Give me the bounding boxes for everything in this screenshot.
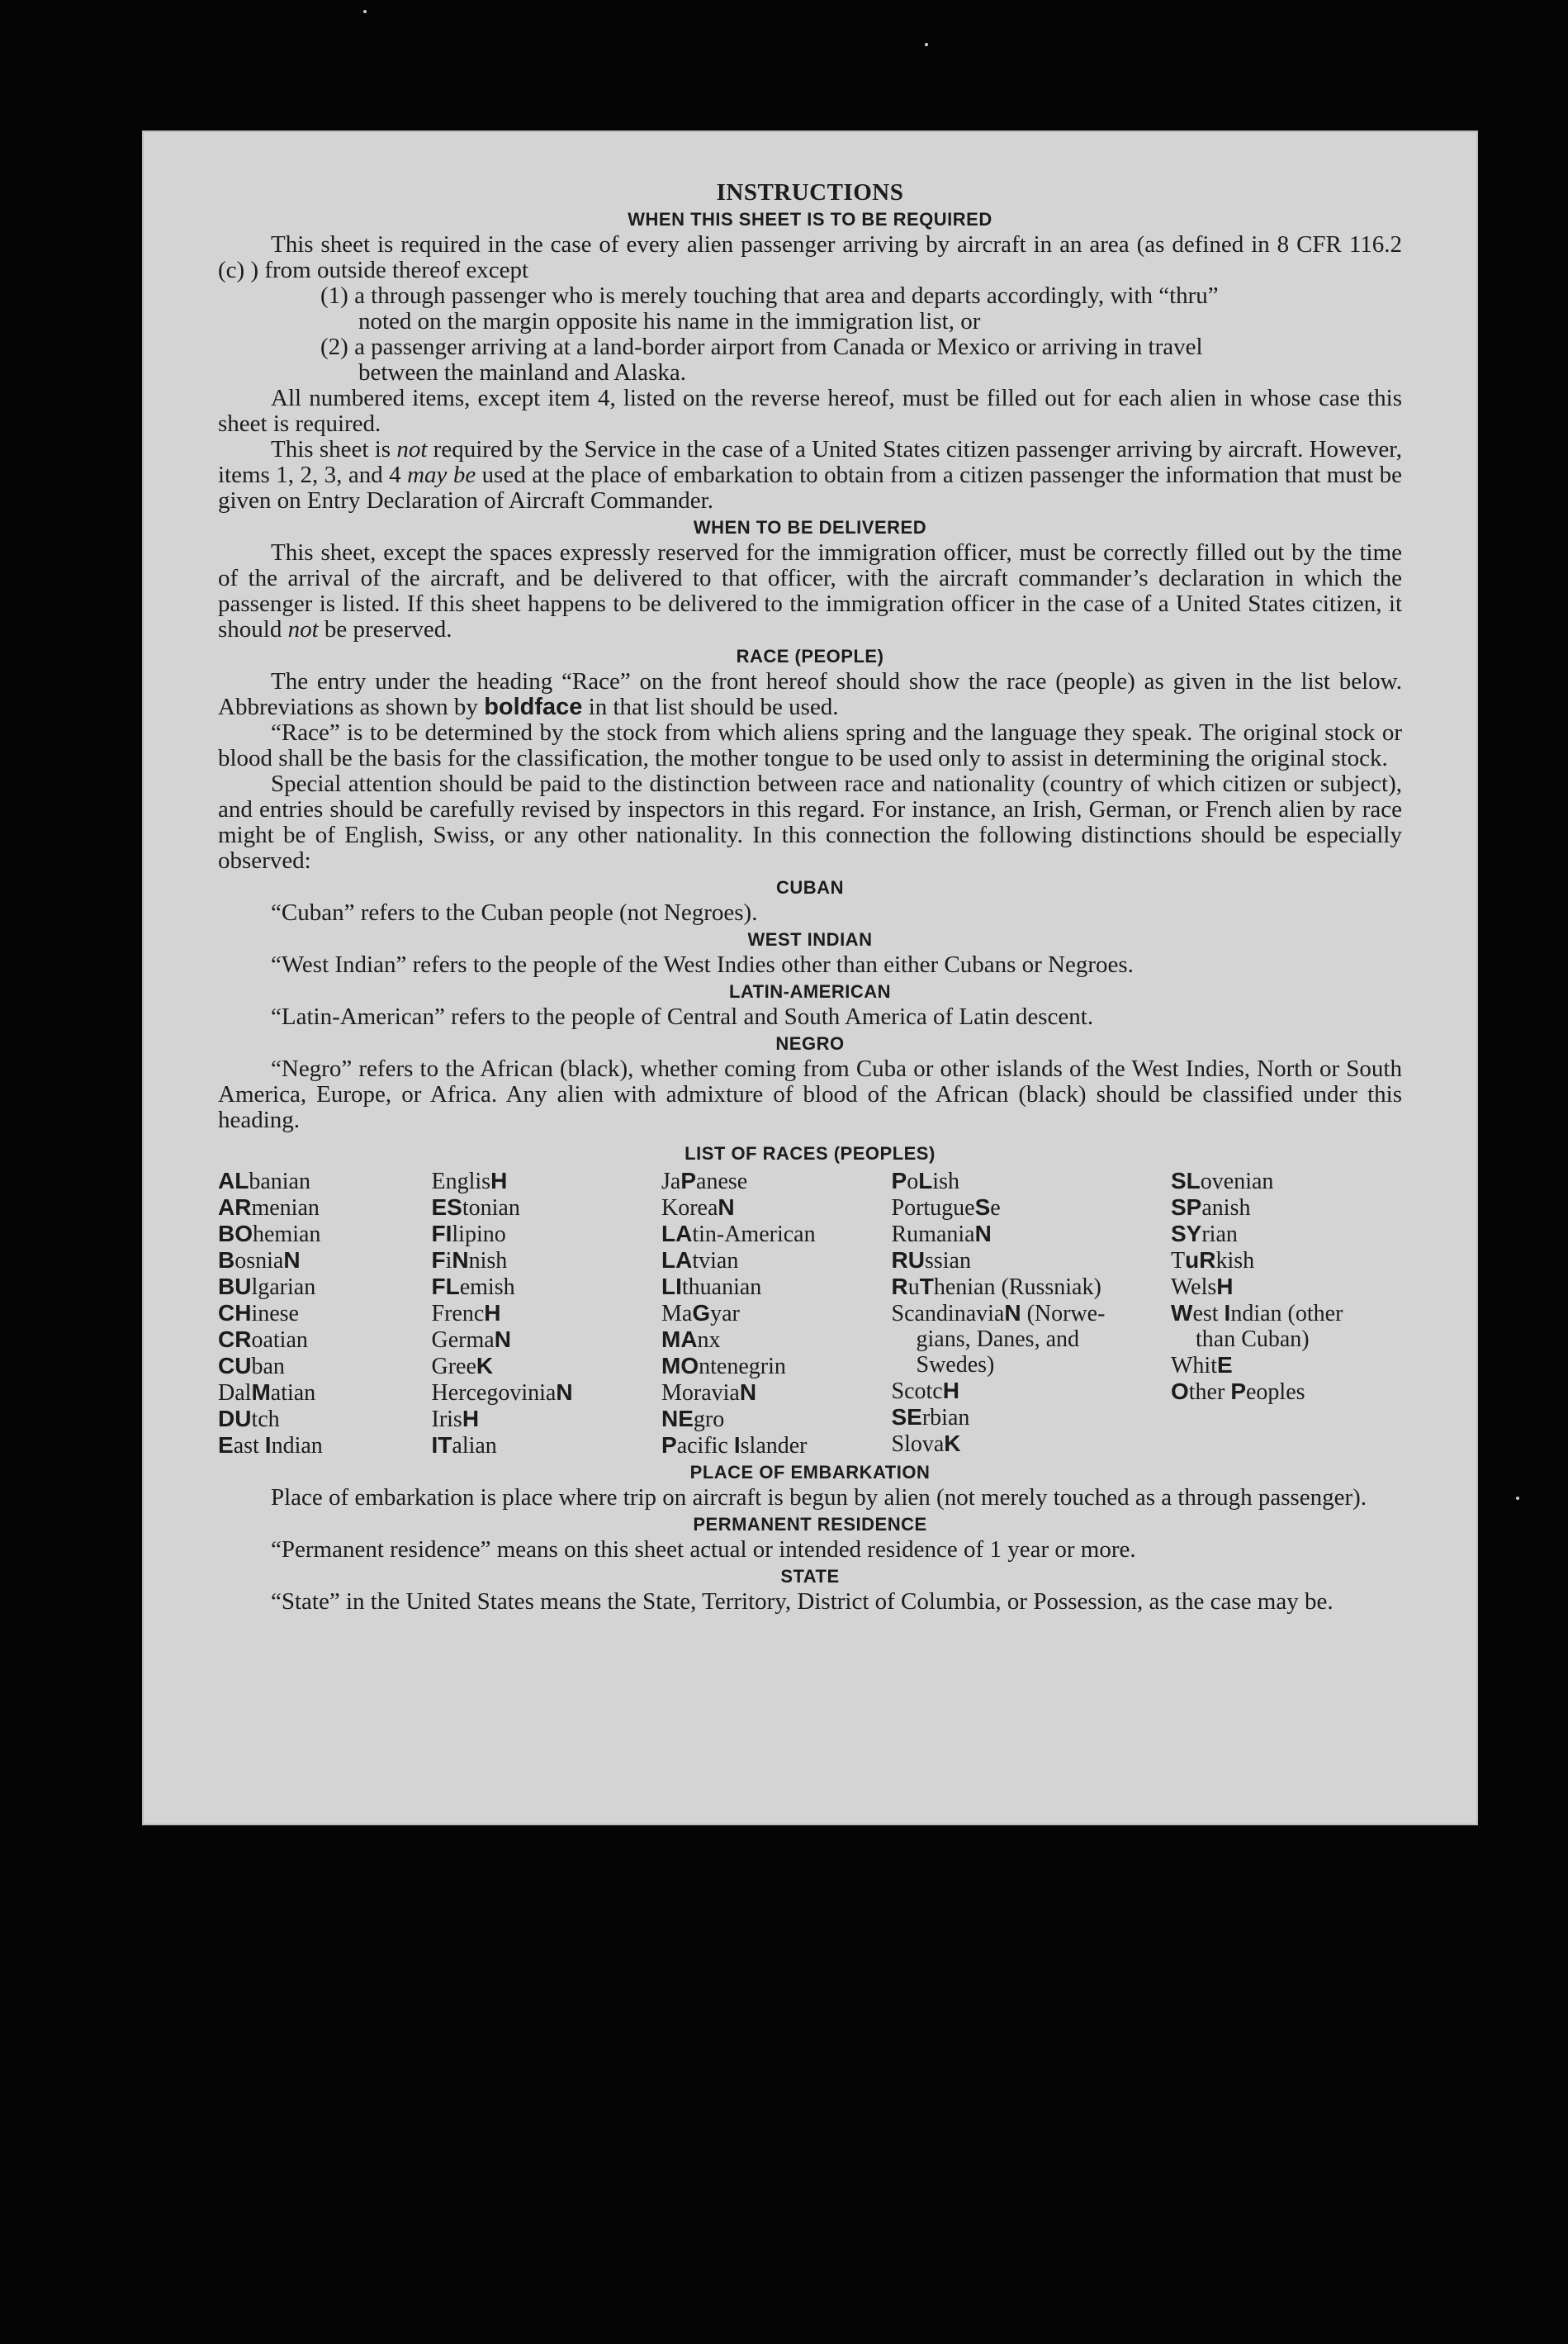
race-entry: Swedes)	[916, 1352, 995, 1378]
race-entry: MaGyar	[661, 1300, 740, 1326]
heading-residence: PERMANENT RESIDENCE	[693, 1514, 927, 1535]
race-entry: ALbanian	[218, 1168, 310, 1194]
race-entry: CUban	[218, 1353, 285, 1379]
race-entry: GermaN	[431, 1326, 511, 1353]
scan-speck	[1516, 1497, 1519, 1500]
heading-cuban: CUBAN	[776, 877, 844, 898]
heading-when-required: WHEN THIS SHEET IS TO BE REQUIRED	[628, 209, 992, 230]
latin-american-definition: “Latin-American” refers to the people of Central and South America of Latin descent.	[271, 1004, 1094, 1030]
race-entry: BUlgarian	[218, 1274, 316, 1300]
heading-negro: NEGRO	[775, 1033, 845, 1054]
heading-state: STATE	[780, 1566, 840, 1587]
race-entry: WelsH	[1171, 1274, 1234, 1300]
race-entry: BosniaN	[218, 1247, 301, 1274]
when-required-paragraph: This sheet is required in the case of every alien passenger arriving by aircraft in an area (as defined in 8 CFR 116.2 (c) ) from outside thereof except	[218, 231, 1402, 283]
race-entry: WhitE	[1171, 1352, 1233, 1378]
race-entry: RUssian	[891, 1247, 971, 1274]
race-entry: DUtch	[218, 1406, 280, 1432]
race-entry: NEgro	[661, 1406, 725, 1432]
race-entry: GreeK	[431, 1353, 494, 1379]
sheet-content	[218, 180, 1402, 1615]
race-entry: CHinese	[218, 1300, 299, 1326]
race-paragraph-1: The entry under the heading “Race” on the front hereof should show the race (people) as given in the list below. Abbreviations as shown by boldface in that list should be used.	[218, 668, 1402, 720]
citizen-paragraph: This sheet is not required by the Service in the case of a United States citizen passenger arriving by aircraft. However, items 1, 2, 3, and 4 may be used at the place of embarkation to obtain from a citizen passenger the information that must be given on Entry Declaration of Aircraft Commander.	[218, 436, 1403, 514]
exception-item-1: (1) a through passenger who is merely touching that area and departs accordingly, with “thru” noted on the margin opposite his name in the immigration list, or	[320, 282, 1219, 335]
race-entry: JaPanese	[661, 1168, 748, 1194]
race-entry: BOhemian	[218, 1221, 321, 1247]
negro-definition: “Negro” refers to the African (black), whether coming from Cuba or other islands of the West Indies, North or South America, Europe, or Africa. Any alien with admixture of blood of the African (black) should be classified under this heading.	[218, 1056, 1402, 1133]
west-indian-definition: “West Indian” refers to the people of the West Indies other than either Cubans or Negroes.	[271, 951, 1134, 978]
race-entry: MoraviaN	[661, 1379, 757, 1406]
race-entry: ScandinaviaN (Norwe-	[891, 1300, 1106, 1326]
race-entry: LAtin-American	[661, 1221, 816, 1247]
heading-west-indian: WEST INDIAN	[747, 929, 873, 950]
race-entry: FLemish	[431, 1274, 515, 1300]
race-entry: SYrian	[1171, 1221, 1238, 1247]
race-entry: SErbian	[891, 1404, 970, 1431]
exception-item-2: (2) a passenger arriving at a land-border airport from Canada or Mexico or arriving in travel between the mainland and Alaska.	[320, 334, 1203, 386]
race-column	[432, 1168, 655, 1459]
race-entry: ARmenian	[218, 1194, 320, 1221]
race-column	[892, 1168, 1164, 1459]
race-entry: FrencH	[431, 1300, 501, 1326]
race-entry: DalMatian	[218, 1379, 316, 1406]
heading-when-delivered: WHEN TO BE DELIVERED	[693, 517, 927, 538]
race-list	[218, 1168, 1402, 1459]
race-entry: EnglisH	[431, 1168, 508, 1194]
heading-race: RACE (PEOPLE)	[736, 646, 884, 667]
race-entry: SPanish	[1171, 1194, 1251, 1221]
residence-definition: “Permanent residence” means on this sheet actual or intended residence of 1 year or more.	[271, 1536, 1136, 1563]
race-entry: KoreaN	[661, 1194, 735, 1221]
race-entry: Other Peoples	[1171, 1378, 1305, 1405]
race-entry: LAtvian	[661, 1247, 739, 1274]
delivery-paragraph: This sheet, except the spaces expressly reserved for the immigration officer, must be correctly filled out by the time of the arrival of the aircraft, and be delivered to that officer, with the aircraft commander’s declaration in which the passenger is listed. If this sheet happens to be delivered to the immigration officer in the case of a United States citizen, it should not be preserved.	[218, 539, 1402, 643]
scan-speck	[363, 10, 367, 13]
cuban-definition: “Cuban” refers to the Cuban people (not Negroes).	[271, 899, 758, 926]
heading-list-of-races: LIST OF RACES (PEOPLES)	[685, 1143, 936, 1164]
race-entry: ITalian	[431, 1432, 497, 1459]
race-entry-continued: gians, Danes, and	[916, 1326, 1080, 1352]
race-entry: MOntenegrin	[661, 1353, 786, 1379]
race-paragraph-2: “Race” is to be determined by the stock from which aliens spring and the language they speak. The original stock or blood shall be the basis for the classification, the mother tongue to be used only to assist in determining the original stock.	[218, 719, 1402, 771]
race-entry: Pacific Islander	[661, 1432, 808, 1459]
race-entry-continued: than Cuban)	[1196, 1326, 1310, 1352]
race-entry: LIthuanian	[661, 1274, 762, 1300]
race-entry: SlovaK	[891, 1431, 961, 1457]
heading-latin-american: LATIN-AMERICAN	[728, 981, 891, 1002]
race-entry: IrisH	[431, 1406, 480, 1432]
race-entry: SLovenian	[1171, 1168, 1274, 1194]
race-entry: West Indian (other	[1171, 1300, 1343, 1326]
race-entry: FiNnish	[431, 1247, 508, 1274]
race-entry: RumaniaN	[891, 1221, 992, 1247]
state-definition: “State” in the United States means the State, Territory, District of Columbia, or Possession, as the case may be.	[271, 1588, 1334, 1615]
race-entry: EStonian	[431, 1194, 520, 1221]
heading-embarkation: PLACE OF EMBARKATION	[689, 1462, 931, 1483]
instruction-sheet	[142, 130, 1478, 1825]
race-entry: ScotcH	[891, 1378, 959, 1404]
race-entry: RuThenian (Russniak)	[891, 1274, 1101, 1300]
race-column	[218, 1168, 424, 1459]
race-entry: CRoatian	[218, 1326, 308, 1353]
race-entry: HercegoviniaN	[431, 1379, 573, 1406]
race-column	[661, 1168, 884, 1459]
page-title: INSTRUCTIONS	[716, 179, 904, 206]
numbered-items-paragraph: All numbered items, except item 4, listed on the reverse hereof, must be filled out for each alien in whose case this sheet is required.	[218, 385, 1402, 437]
race-paragraph-3: Special attention should be paid to the distinction between race and nationality (country of which citizen or subject), and entries should be carefully revised by inspectors in this regard. For instance, an Irish, German, or French alien by race might be of English, Swiss, or any other nationality. In this connection the following distinctions should be especially observed:	[218, 771, 1402, 874]
race-entry: PortugueSe	[891, 1194, 1001, 1221]
embarkation-definition: Place of embarkation is place where trip on aircraft is begun by alien (not merely touched as a through passenger).	[271, 1484, 1367, 1511]
race-entry: East Indian	[218, 1432, 323, 1459]
race-entry: FIlipino	[431, 1221, 506, 1247]
race-entry: TuRkish	[1171, 1247, 1255, 1274]
race-entry: MAnx	[661, 1326, 721, 1353]
race-entry: PoLish	[891, 1168, 959, 1194]
race-column	[1171, 1168, 1402, 1459]
scan-speck	[925, 43, 928, 46]
